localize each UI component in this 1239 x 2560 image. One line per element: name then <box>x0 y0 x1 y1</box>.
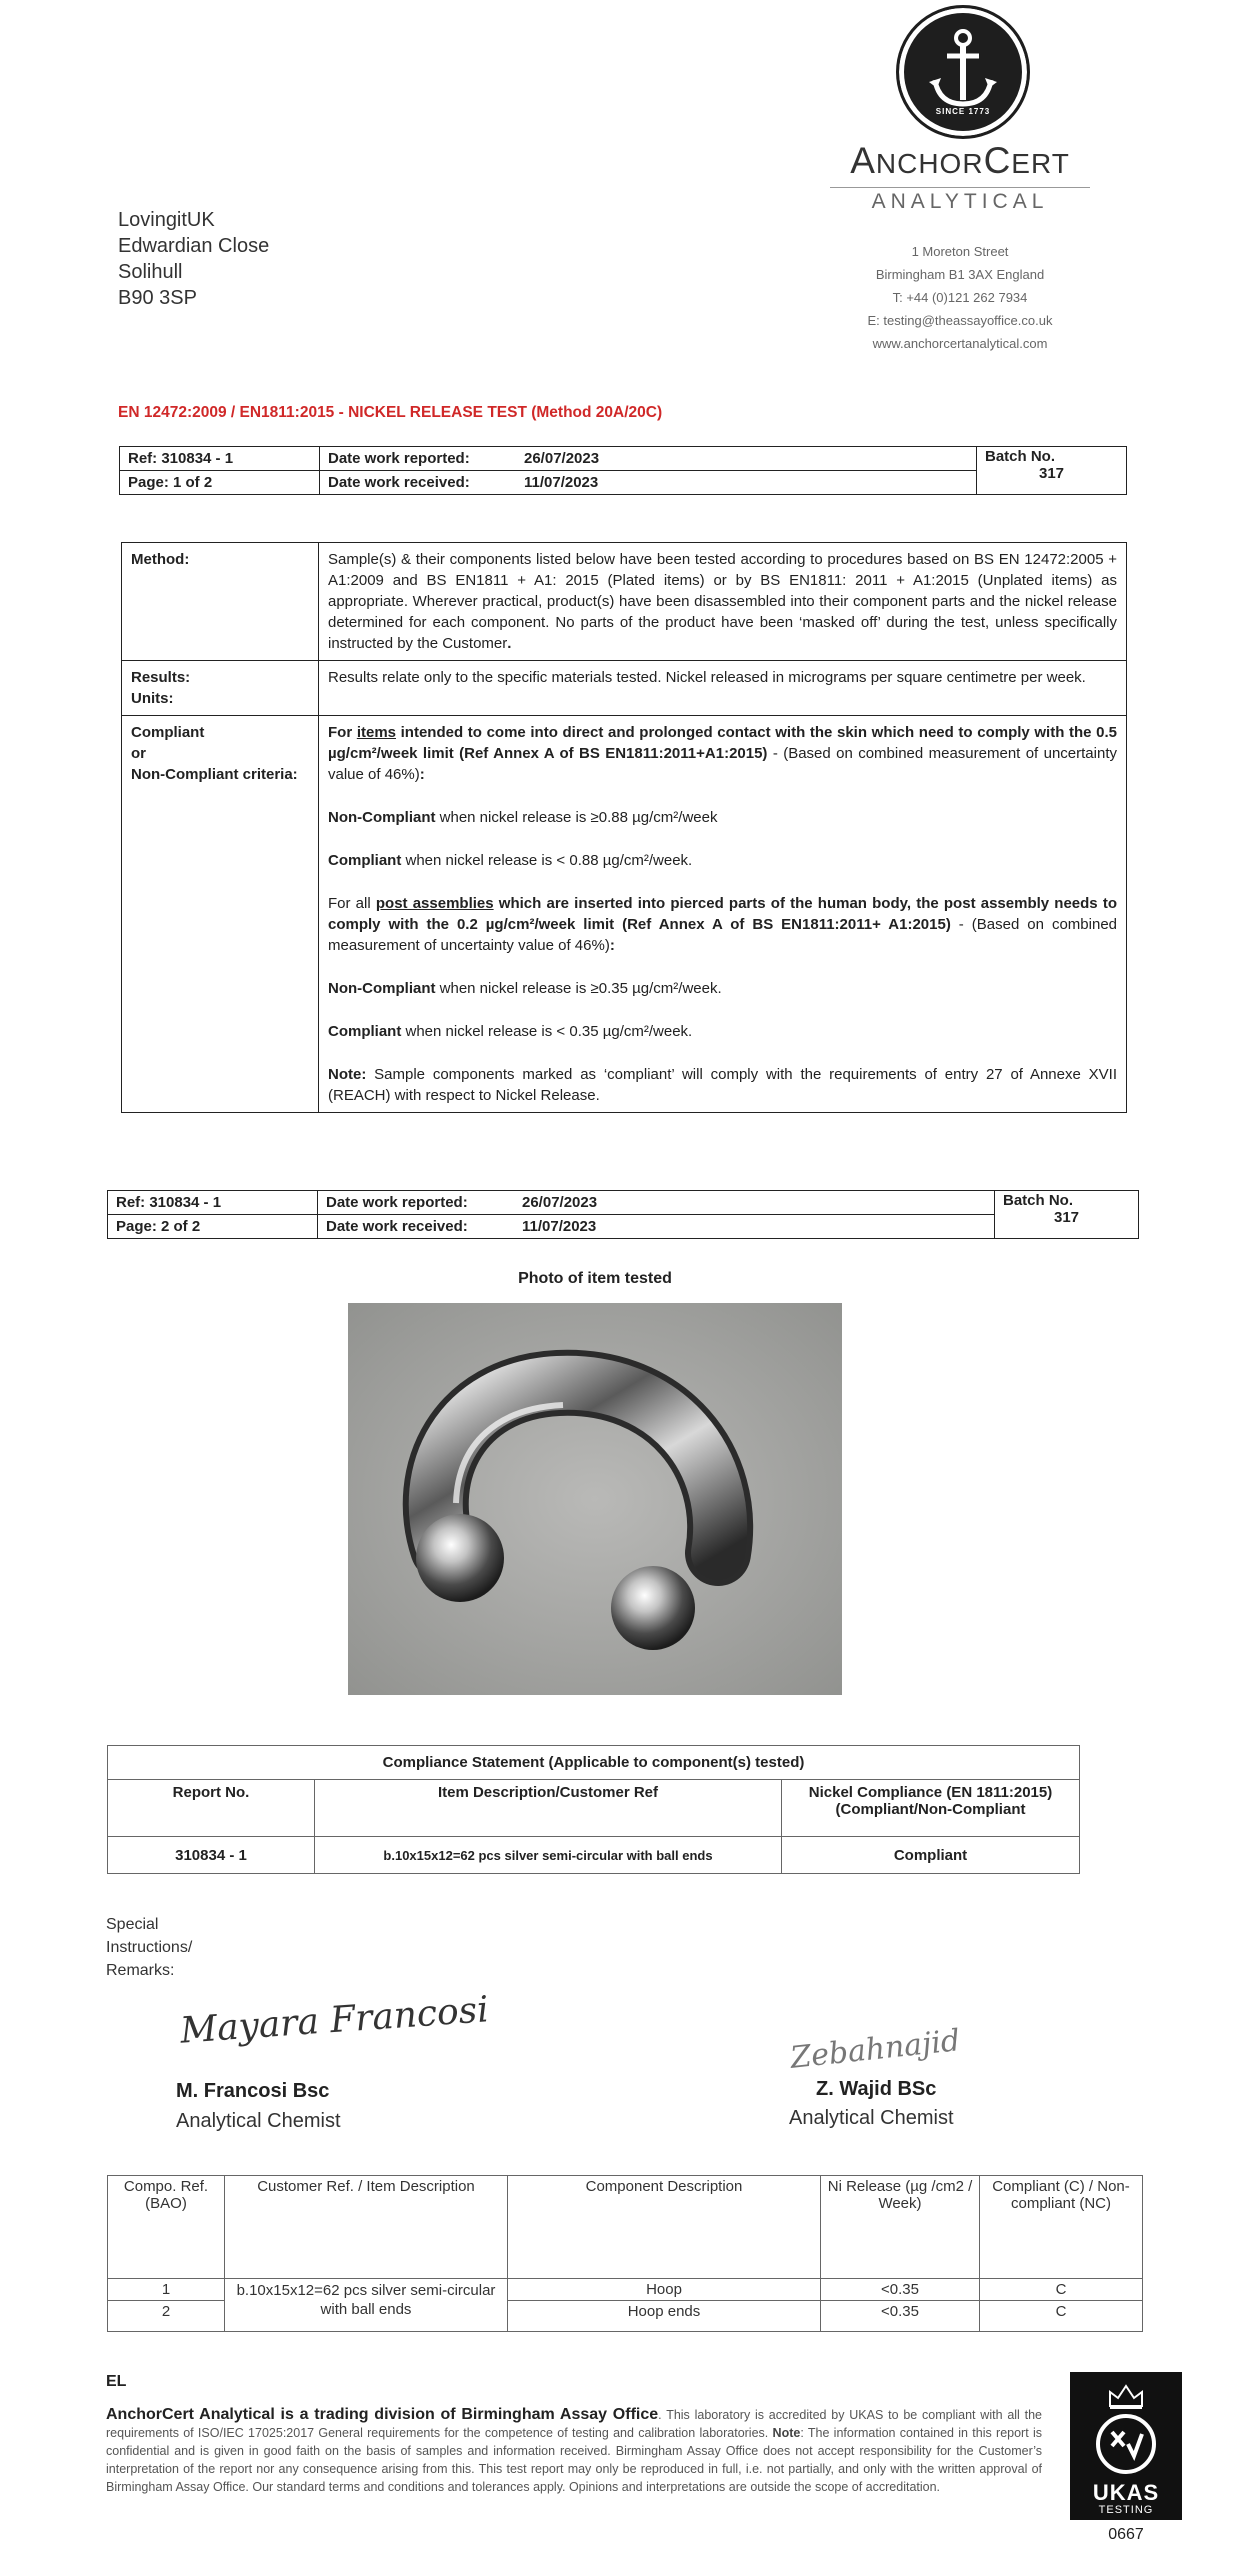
criteria-label: Compliant or Non-Compliant criteria: <box>122 716 319 1113</box>
signer-right-role: Analytical Chemist <box>789 2107 954 2129</box>
signature-left: Mayara Francosi <box>178 1989 490 2052</box>
recipient-address <box>118 207 269 311</box>
method-label: Method: <box>122 543 319 661</box>
ukas-sub: TESTING <box>1098 2504 1154 2516</box>
contact-line: www.anchorcertanalytical.com <box>872 336 1048 351</box>
criteria-note: Note: Sample components marked as ‘compliant’ will comply with the requirements of entry 27 of Annexe XVII (REACH) with respect to Nickel Release. <box>328 1066 1117 1104</box>
contact-line: 1 Moreton Street <box>911 244 1009 259</box>
recipient-line: LovingitUK <box>118 209 215 231</box>
report-no: 310834 - 1 <box>108 1837 315 1874</box>
brand-name: ANCHORCERT <box>850 140 1070 181</box>
ukas-badge <box>1070 2372 1182 2520</box>
page-cell: Page: 2 of 2 <box>108 1215 318 1239</box>
recipient-line: Edwardian Close <box>118 235 270 257</box>
special-remarks: Special Instructions/ Remarks: <box>106 1916 193 1979</box>
col-component: Component Description <box>508 2176 821 2279</box>
col-customer-ref: Customer Ref. / Item Description <box>225 2176 508 2279</box>
anchor-icon <box>899 8 1027 136</box>
recipient-line: B90 3SP <box>118 287 197 309</box>
horseshoe-ring-image <box>348 1303 842 1695</box>
reported-cell: Date work reported: 26/07/2023 <box>318 1191 995 1215</box>
signer-left-name: M. Francosi Bsc <box>176 2080 330 2102</box>
recipient-line: Solihull <box>118 261 183 283</box>
received-cell: Date work received: 11/07/2023 <box>320 471 977 495</box>
col-compo-ref: Compo. Ref. (BAO) <box>108 2176 225 2279</box>
ukas-tick-cross-icon <box>1094 2412 1158 2476</box>
criteria-c1: Compliant when nickel release is < 0.88 µg/cm²/week. <box>328 852 693 869</box>
lab-contact <box>830 240 1090 355</box>
contact-line: Birmingham B1 3AX England <box>875 267 1045 282</box>
ukas-name: UKAS <box>1092 2480 1160 2505</box>
ref-cell: Ref: 310834 - 1 <box>108 1191 318 1215</box>
anchor-logo <box>896 5 1030 139</box>
item-description: b.10x15x12=62 pcs silver semi-circular with ball ends <box>225 2279 508 2332</box>
criteria-c2: Compliant when nickel release is < 0.35 µg/cm²/week. <box>328 1023 693 1040</box>
col-item: Item Description/Customer Ref <box>315 1780 782 1837</box>
contact-line: T: +44 (0)121 262 7934 <box>892 290 1028 305</box>
reported-cell: Date work reported: 26/07/2023 <box>320 447 977 471</box>
signer-right-name: Z. Wajid BSc <box>816 2078 937 2100</box>
compliance-title: Compliance Statement (Applicable to component(s) tested) <box>108 1746 1080 1780</box>
batch-cell: Batch No. 317 <box>995 1191 1139 1239</box>
seal-text: SINCE 1773 <box>935 107 991 116</box>
results-table <box>107 2175 1143 2332</box>
signature-right: Zebahnajid <box>788 2023 962 2076</box>
item-description: b.10x15x12=62 pcs silver semi-circular with ball ends <box>315 1837 782 1874</box>
col-ni-release: Ni Release (µg /cm2 / Week) <box>821 2176 980 2279</box>
col-report-no: Report No. <box>108 1780 315 1837</box>
crown-icon <box>1106 2380 1146 2410</box>
col-compliant: Compliant (C) / Non-compliant (NC) <box>980 2176 1143 2279</box>
criteria-nc2: Non-Compliant when nickel release is ≥0.35 µg/cm²/week. <box>328 980 722 997</box>
signer-left-role: Analytical Chemist <box>176 2110 341 2132</box>
compliance-result: Compliant <box>782 1837 1080 1874</box>
report-header-2 <box>107 1190 1139 1239</box>
method-table <box>121 542 1127 1113</box>
method-text: Sample(s) & their components listed below have been tested according to procedures based on BS EN 12472:2005 + A1:2009 and BS EN1811 + A1: 2015 (Plated items) or by BS EN1811: 2011 + A1:2015 (Unplated items) as appropriate. Wherever practical, product(s) have been disassembled into their component parts and the nickel release determined for each component. No parts of the product have been ‘masked off’ during the test, unless specifically instructed by the Customer. <box>319 543 1127 661</box>
report-header-1 <box>119 446 1127 495</box>
table-row: 2 Hoop ends <0.35 C <box>108 2301 1143 2332</box>
test-title: EN 12472:2009 / EN1811:2015 - NICKEL RELEASE TEST (Method 20A/20C) <box>118 404 663 421</box>
criteria-post: For all post assemblies which are inserted into pierced parts of the human body, the post assembly needs to comply with the 0.2 µg/cm²/week limit (Ref Annex A of BS EN1811:2011+ A1:2015) - (Based on combined measurement of uncertainty value of 46%): <box>328 895 1118 954</box>
footer-disclaimer: AnchorCert Analytical is a trading division of Birmingham Assay Office. This laboratory is accredited by UKAS to be compliant with all the requirements of ISO/IEC 17025:2017 General requirements for the competence of testing and calibration laboratories. Note: The information contained in this report is confidential and is given in good faith on the basis of samples and information received. Birmingham Assay Office does not accept responsibility for the Customer’s interpretation of the report nor any consequence arising from this. This test report may only be reproduced in full, i.e. not partially, and only with the written approval of Birmingham Assay Office. Our standard terms and conditions and tolerances apply. Opinions and interpretations are outside the scope of accreditation. <box>106 2406 1043 2494</box>
footer-code: EL <box>106 2373 127 2390</box>
photo-title: Photo of item tested <box>518 1270 672 1287</box>
criteria-items: For items intended to come into direct and prolonged contact with the skin which need to comply with the 0.5 µg/cm²/week limit (Ref Annex A of BS EN1811:2011+A1:2015) - (Based on combined measurement of uncertainty value of 46%): <box>328 724 1117 783</box>
col-compliance: Nickel Compliance (EN 1811:2015) (Compliant/Non-Compliant <box>782 1780 1080 1837</box>
brand-subtitle: ANALYTICAL <box>830 187 1090 214</box>
results-text: Results relate only to the specific materials tested. Nickel released in micrograms per square centimetre per week. <box>319 661 1127 716</box>
batch-cell: Batch No. 317 <box>977 447 1127 495</box>
item-photo <box>348 1303 842 1695</box>
ref-cell: Ref: 310834 - 1 <box>120 447 320 471</box>
ukas-number: 0667 <box>1108 2526 1144 2543</box>
received-cell: Date work received: 11/07/2023 <box>318 1215 995 1239</box>
criteria-text <box>319 716 1127 1113</box>
compliance-table <box>107 1745 1080 1874</box>
criteria-nc1: Non-Compliant when nickel release is ≥0.88 µg/cm²/week <box>328 809 718 826</box>
table-row: 1 b.10x15x12=62 pcs silver semi-circular with ball ends Hoop <0.35 C <box>108 2279 1143 2301</box>
page-cell: Page: 1 of 2 <box>120 471 320 495</box>
contact-line: E: testing@theassayoffice.co.uk <box>867 313 1053 328</box>
results-label: Results: Units: <box>122 661 319 716</box>
